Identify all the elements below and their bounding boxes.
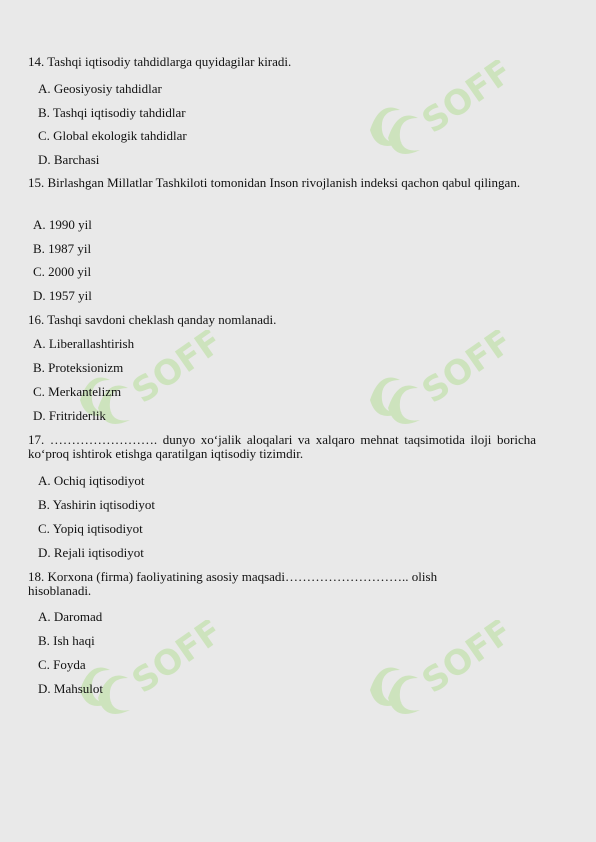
option-c: C. 2000 yil	[33, 264, 92, 279]
watermark-logo	[360, 620, 520, 720]
option-c: C. Foyda	[38, 657, 86, 672]
option-b: B. Tashqi iqtisodiy tahdidlar	[38, 105, 186, 120]
option-c: C. Global ekologik tahdidlar	[38, 128, 187, 143]
option-a: A. Geosiyosiy tahdidlar	[38, 81, 162, 96]
option-d: D. Barchasi	[38, 152, 100, 167]
option-d: D. Mahsulot	[38, 681, 103, 696]
question-15: 15. Birlashgan Millatlar Tashkiloti tomonidan Inson rivojlanish indeksi qachon qabul qilingan.	[28, 175, 521, 190]
option-a: A. 1990 yil	[33, 217, 92, 232]
option-b: B. Proteksionizm	[33, 360, 124, 375]
option-b: B. Ish haqi	[38, 633, 95, 648]
option-a: A. Ochiq iqtisodiyot	[38, 473, 145, 488]
watermark-text: SOFF	[415, 330, 520, 412]
watermark-text: SOFF	[415, 60, 520, 142]
watermark-text: SOFF	[125, 330, 230, 412]
option-d: D. Rejali iqtisodiyot	[38, 545, 144, 560]
option-b: B. 1987 yil	[33, 241, 92, 256]
watermark-text: SOFF	[415, 620, 520, 702]
question-17: 17. ……………………. dunyo xo‘jalik aloqalari va xalqaro mehnat taqsimotida iloji boricha ko‘proq ishtirok etishga qaratilgan iqtisodiy tizimdir.	[28, 432, 536, 461]
option-c: C. Merkantelizm	[33, 384, 122, 399]
watermark-text: SOFF	[125, 620, 230, 702]
option-b: B. Yashirin iqtisodiyot	[38, 497, 156, 512]
watermark-logo	[360, 330, 520, 430]
option-d: D. Fritriderlik	[33, 408, 106, 423]
option-c: C. Yopiq iqtisodiyot	[38, 521, 143, 536]
option-d: D. 1957 yil	[33, 288, 92, 303]
question-14: 14. Tashqi iqtisodiy tahdidlarga quyidagilar kiradi.	[28, 54, 292, 69]
option-a: A. Daromad	[38, 609, 103, 624]
question-18: 18. Korxona (firma) faoliyatining asosiy maqsadi……………………….. olish hisoblanadi.	[28, 569, 438, 598]
watermark-logo	[360, 60, 520, 160]
question-16: 16. Tashqi savdoni cheklash qanday nomlanadi.	[28, 312, 277, 327]
option-a: A. Liberallashtirish	[33, 336, 135, 351]
